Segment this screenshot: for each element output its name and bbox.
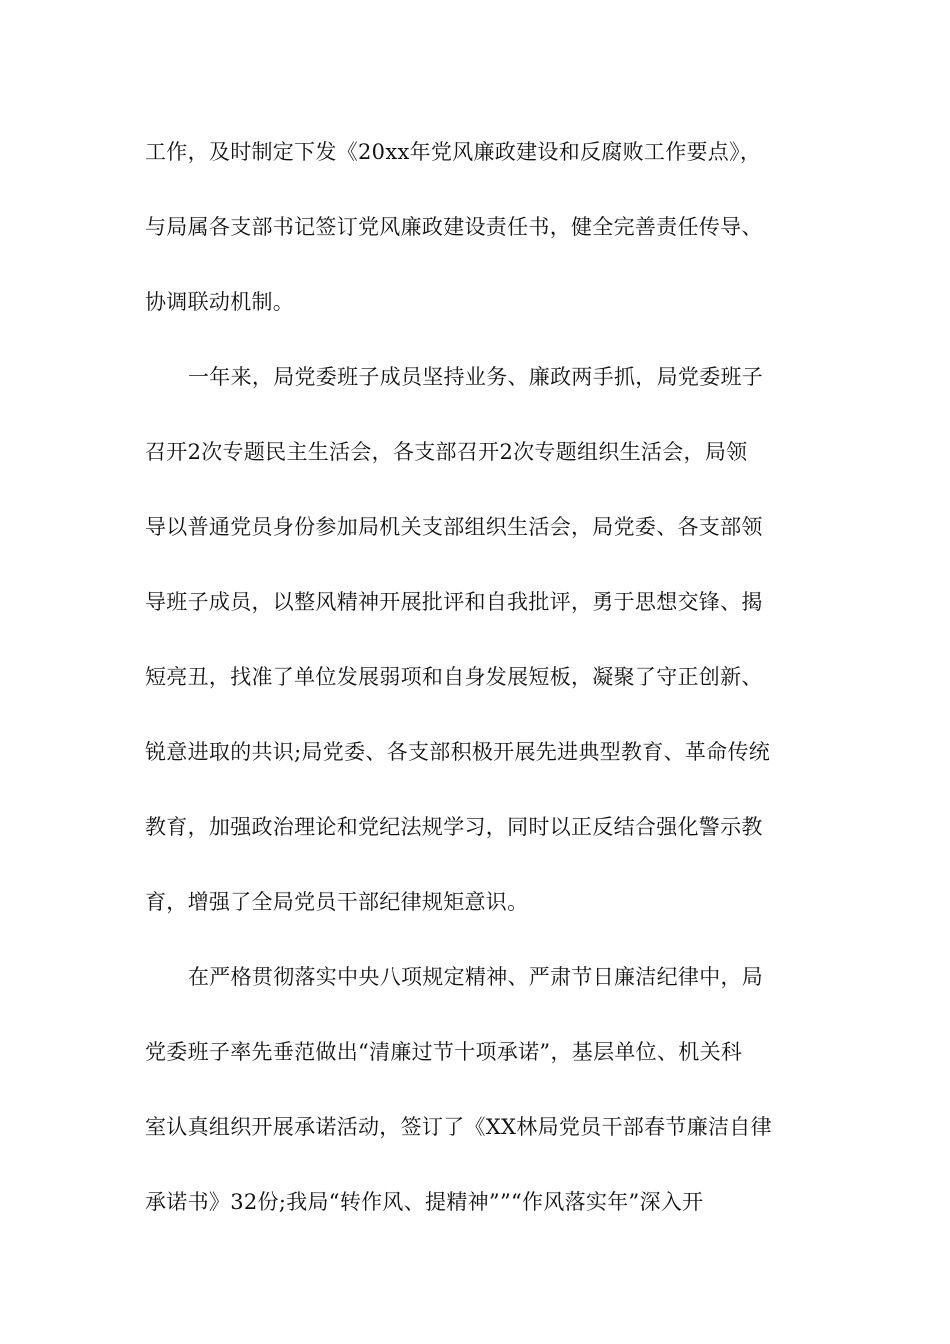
text-line: 导班子成员，以整风精神开展批评和自我批评，勇于思想交锋、揭: [145, 590, 763, 614]
text-line: 党委班子率先垂范做出“清廉过节十项承诺”，基层单位、机关科: [145, 1040, 743, 1064]
text-line: 承诺书》32份;我局“转作风、提精神””“作风落实年”深入开: [145, 1190, 704, 1214]
text-line: 教育，加强政治理论和党纪法规学习，同时以正反结合强化警示教: [145, 815, 763, 839]
text-line: 短亮丑，找准了单位发展弱项和自身发展短板，凝聚了守正创新、: [145, 665, 763, 689]
text-line: 锐意进取的共识;局党委、各支部积极开展先进典型教育、革命传统: [145, 740, 771, 764]
paragraph-first-line: 在严格贯彻落实中央八项规定精神、严肃节日廉洁纪律中，局: [188, 965, 764, 989]
text-line: 室认真组织开展承诺活动，签订了《XX林局党员干部春节廉洁自律: [145, 1115, 772, 1139]
text-line: 育，增强了全局党员干部纪律规矩意识。: [145, 890, 529, 914]
text-line: 与局属各支部书记签订党风廉政建设责任书，健全完善责任传导、: [145, 215, 763, 239]
text-line: 协调联动机制。: [145, 290, 295, 314]
text-line: 导以普通党员身份参加局机关支部组织生活会，局党委、各支部领: [145, 515, 763, 539]
text-line: 召开2次专题民主生活会，各支部召开2次专题组织生活会，局领: [145, 440, 748, 464]
text-line: 工作，及时制定下发《20xx年党风廉政建设和反腐败工作要点》，: [145, 140, 762, 164]
paragraph-first-line: 一年来，局党委班子成员坚持业务、廉政两手抓，局党委班子: [188, 365, 764, 389]
